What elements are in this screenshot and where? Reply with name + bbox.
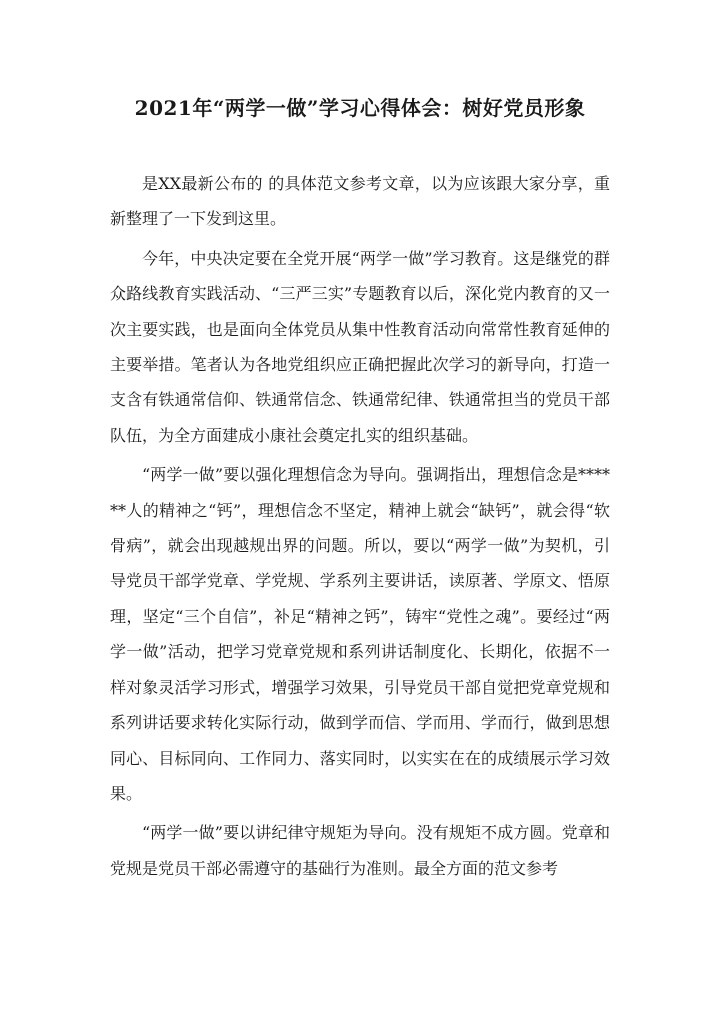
document-title: 2021年“两学一做”学习心得体会：树好党员形象 [134, 96, 586, 120]
document-body [110, 166, 610, 886]
paragraph-ideals: “两学一做”要以强化理想信念为导向。强调指出，理想信念是******人的精神之“钙”，理想信念不坚定，精神上就会“缺钙”，就会得“软骨病”，就会出现越规出界的问题。所以，要以“两学一做”为契机，引导党员干部学党章、学党规、学系列主要讲话，读原著、学原文、悟原理，坚定“三个自信”，补足“精神之钙”，铸牢“党性之魂”。要经过“两学一做”活动，把学习党章党规和系列讲话制度化、长期化，依据不一样对象灵活学习形式，增强学习效果，引导党员干部自觉把党章党规和系列讲话要求转化实际行动，做到学而信、学而用、学而行，做到思想同心、目标同向、工作同力、落实同时，以实实在在的成绩展示学习效果。 [110, 465, 610, 803]
paragraph-background: 今年，中央决定要在全党开展“两学一做”学习教育。这是继党的群众路线教育实践活动、“三严三实”专题教育以后，深化党内教育的又一次主要实践，也是面向全体党员从集中性教育活动向常常性教育延伸的主要举措。笔者认为各地党组织应正确把握此次学习的新导向，打造一支含有铁通常信仰、铁通常信念、铁通常纪律、铁通常担当的党员干部队伍，为全方面建成小康社会奠定扎实的组织基础。 [110, 248, 610, 445]
paragraph-discipline: “两学一做”要以讲纪律守规矩为导向。没有规矩不成方圆。党章和党规是党员干部必需遵守的基础行为准则。最全方面的范文参考 [110, 823, 610, 878]
paragraph-intro: 是XX最新公布的 的具体范文参考文章，以为应该跟大家分享，重新整理了一下发到这里。 [110, 174, 610, 229]
